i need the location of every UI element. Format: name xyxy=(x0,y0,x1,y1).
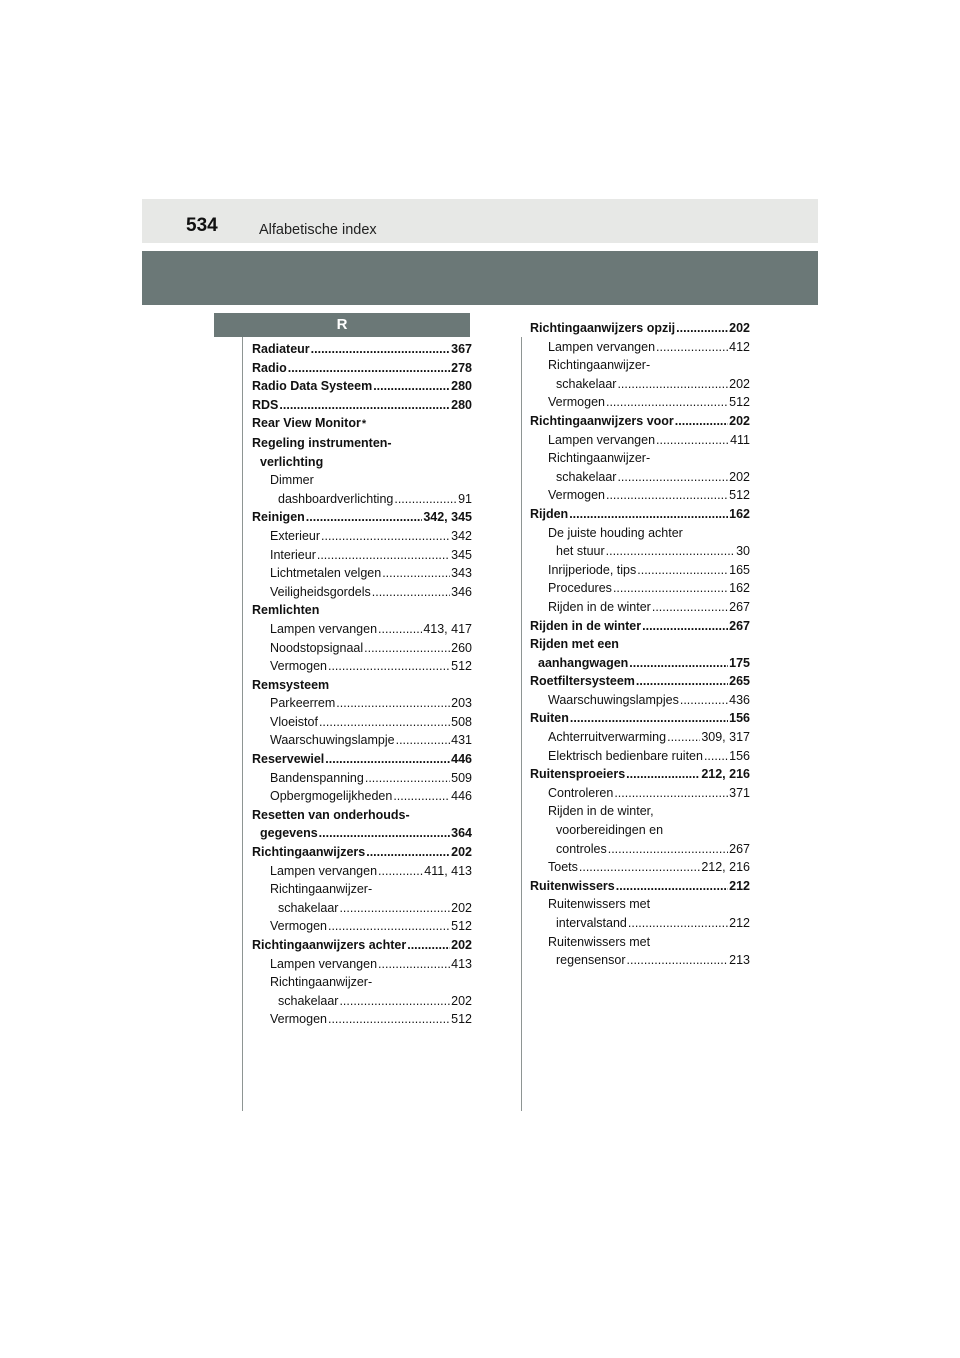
index-entry-page[interactable]: 212 xyxy=(729,878,750,893)
index-entry-page[interactable]: 413 xyxy=(451,956,472,971)
index-entry xyxy=(530,338,750,357)
index-entry-term: Reinigen xyxy=(252,510,305,525)
index-letter-tab: R xyxy=(214,313,470,337)
index-entry-page[interactable]: 413, 417 xyxy=(423,621,472,636)
index-entry xyxy=(252,936,472,955)
index-entry xyxy=(252,806,472,825)
header-divider-band xyxy=(142,251,818,305)
index-entry xyxy=(530,709,750,728)
index-entry-term: Lampen vervangen xyxy=(270,863,378,878)
index-entry-page[interactable]: 343 xyxy=(451,566,472,581)
index-entry-term: schakelaar xyxy=(556,469,617,484)
index-entry xyxy=(252,620,472,639)
index-entry xyxy=(252,750,472,769)
index-entry xyxy=(530,877,750,896)
dot-leader xyxy=(606,542,735,561)
index-entry xyxy=(530,412,750,431)
dot-leader xyxy=(616,877,728,896)
dot-leader xyxy=(675,412,728,431)
dot-leader xyxy=(667,728,700,747)
index-entry-page[interactable]: 265 xyxy=(729,674,750,689)
index-entry-page[interactable]: 512 xyxy=(729,488,750,503)
index-entry xyxy=(252,769,472,788)
index-entry xyxy=(252,880,472,899)
dot-leader xyxy=(656,431,729,450)
index-entry-term: Veiligheidsgordels xyxy=(270,584,371,599)
index-entry xyxy=(530,672,750,691)
index-entry-term: Ruiten xyxy=(530,711,569,726)
dot-leader xyxy=(378,620,422,639)
index-entry-page[interactable]: 411, 413 xyxy=(424,863,472,878)
index-entry xyxy=(530,691,750,710)
index-entry xyxy=(530,319,750,338)
index-entry-page[interactable]: 91 xyxy=(458,491,472,506)
index-entry-page[interactable]: 260 xyxy=(451,640,472,655)
index-entry-term: Resetten van onderhouds- xyxy=(252,807,410,822)
index-entry-term: Richtingaanwijzers opzij xyxy=(530,321,676,335)
index-entry xyxy=(530,784,750,803)
index-entry-term: Waarschuwingslampje xyxy=(270,733,395,748)
index-entry-term: gegevens xyxy=(260,826,318,841)
dot-leader xyxy=(336,694,450,713)
index-entry xyxy=(530,765,750,784)
index-entry-term: Lampen vervangen xyxy=(548,432,656,447)
index-entry-term: Controleren xyxy=(548,785,614,800)
dot-leader xyxy=(407,936,450,955)
index-entry xyxy=(252,340,472,359)
index-entry-page[interactable]: 213 xyxy=(729,953,750,968)
index-entry-page[interactable]: 203 xyxy=(451,696,472,711)
index-entry xyxy=(530,524,750,543)
index-entry-page[interactable]: 342 xyxy=(451,528,472,543)
dot-leader xyxy=(606,393,728,412)
index-entry-term: Rear View Monitor xyxy=(252,416,361,431)
index-entry-page[interactable]: 345 xyxy=(451,547,472,562)
dot-leader xyxy=(570,709,728,728)
index-entry-page[interactable]: 309, 317 xyxy=(701,730,750,745)
dot-leader xyxy=(382,564,450,583)
index-entry-page[interactable]: 165 xyxy=(729,562,750,577)
index-entry xyxy=(252,992,472,1011)
dot-leader xyxy=(396,731,451,750)
index-entry-term: Vermogen xyxy=(270,919,327,934)
index-entry-page[interactable]: 412 xyxy=(729,339,750,354)
index-entry-term: verlichting xyxy=(260,454,324,469)
dot-leader xyxy=(372,583,450,602)
dot-leader xyxy=(319,824,450,843)
index-entry-page[interactable]: 512 xyxy=(451,919,472,934)
index-entry-page[interactable]: 202 xyxy=(451,938,472,952)
dot-leader xyxy=(328,917,450,936)
index-entry-page[interactable]: 175 xyxy=(729,655,750,670)
index-entry-term: Rijden met een xyxy=(530,637,619,652)
index-entry xyxy=(530,617,750,636)
dot-leader xyxy=(652,598,728,617)
dot-leader xyxy=(325,750,450,769)
index-entry-term: Richtingaanwijzer- xyxy=(270,882,373,897)
index-entry xyxy=(530,598,750,617)
dot-leader xyxy=(339,899,450,918)
index-entry xyxy=(252,713,472,732)
index-entry-term: Rijden in de winter, xyxy=(548,804,654,819)
index-entry-term: Roetfiltersysteem xyxy=(530,674,635,689)
index-entry-term: schakelaar xyxy=(278,900,339,915)
index-entry-page[interactable]: 156 xyxy=(729,711,750,726)
dot-leader xyxy=(394,490,457,509)
index-entry xyxy=(252,434,472,453)
index-entry-page[interactable]: 267 xyxy=(729,618,750,633)
dot-leader xyxy=(617,375,728,394)
index-entry-term: schakelaar xyxy=(278,993,339,1008)
index-entry xyxy=(530,802,750,821)
index-entry xyxy=(252,490,472,509)
dot-leader xyxy=(637,561,728,580)
index-entry xyxy=(252,414,472,434)
index-entry xyxy=(530,840,750,859)
index-entry xyxy=(530,914,750,933)
index-entry-page[interactable]: 342, 345 xyxy=(423,510,472,525)
index-column-left xyxy=(252,340,472,1029)
index-entry xyxy=(252,583,472,602)
index-entry-term: Waarschuwingslampjes xyxy=(548,692,679,707)
dot-leader xyxy=(626,765,700,784)
index-entry-term: De juiste houding achter xyxy=(548,525,683,540)
index-entry-page[interactable]: 202 xyxy=(729,413,750,428)
index-entry xyxy=(530,393,750,412)
index-entry xyxy=(252,657,472,676)
dot-leader xyxy=(606,486,728,505)
index-entry xyxy=(530,635,750,654)
index-entry-term: Richtingaanwijzer- xyxy=(548,451,651,466)
index-entry xyxy=(530,821,750,840)
index-entry xyxy=(252,824,472,843)
index-entry xyxy=(252,731,472,750)
dot-leader xyxy=(288,359,450,378)
index-entry-term: Lichtmetalen velgen xyxy=(270,566,382,581)
index-entry xyxy=(252,453,472,472)
index-entry xyxy=(252,917,472,936)
index-entry-page[interactable]: 411 xyxy=(730,432,750,447)
dot-leader xyxy=(636,672,728,691)
index-entry xyxy=(530,747,750,766)
dot-leader xyxy=(311,340,450,359)
index-entry-term: Rijden xyxy=(530,506,569,521)
index-entry-term: Radio Data Systeem xyxy=(252,379,373,394)
index-entry-term: intervalstand xyxy=(556,916,627,930)
index-entry xyxy=(530,468,750,487)
index-entry xyxy=(530,895,750,914)
index-entry xyxy=(252,787,472,806)
index-entry xyxy=(530,486,750,505)
index-entry-term: Parkeerrem xyxy=(270,696,336,711)
dot-leader xyxy=(642,617,728,636)
index-entry-term: Opbergmogelijkheden xyxy=(270,789,393,804)
index-entry-page[interactable]: 512 xyxy=(451,659,472,674)
dot-leader xyxy=(378,955,450,974)
page-number: 534 xyxy=(186,215,218,236)
index-entry-page[interactable]: 202 xyxy=(451,845,472,860)
index-entry xyxy=(530,542,750,561)
dot-leader xyxy=(317,546,450,565)
index-entry-term: Exterieur xyxy=(270,528,321,543)
index-entry xyxy=(530,561,750,580)
index-entry xyxy=(252,694,472,713)
dot-leader xyxy=(319,713,450,732)
index-entry-term: Toets xyxy=(548,860,578,875)
index-entry xyxy=(252,546,472,565)
index-entry-page[interactable]: 512 xyxy=(451,1012,472,1027)
index-entry xyxy=(252,377,472,396)
index-entry-page[interactable]: 364 xyxy=(451,826,472,841)
column-rule-right xyxy=(521,337,522,1111)
index-entry xyxy=(252,639,472,658)
dot-leader xyxy=(373,377,450,396)
index-entry-term: Reservewiel xyxy=(252,752,325,767)
index-entry xyxy=(252,899,472,918)
index-entry-term: Ruitenwissers met xyxy=(548,897,651,912)
index-entry-page[interactable]: 367 xyxy=(451,342,472,356)
index-entry-page[interactable]: 202 xyxy=(729,469,750,484)
index-entry-term: Elektrisch bedienbare ruiten xyxy=(548,748,703,763)
index-entry-term: het stuur xyxy=(556,544,605,559)
index-entry-page[interactable]: 371 xyxy=(729,785,750,800)
index-entry-term: Richtingaanwijzer- xyxy=(270,975,373,990)
index-entry-term: Ruitenwissers met xyxy=(548,934,651,949)
index-entry-page[interactable]: 202 xyxy=(729,376,750,391)
index-entry-page[interactable]: 512 xyxy=(729,395,750,410)
index-entry xyxy=(530,431,750,450)
dot-leader xyxy=(613,579,728,598)
index-entry xyxy=(252,527,472,546)
index-entry-page[interactable]: 267 xyxy=(729,841,750,856)
index-entry-page[interactable]: 212, 216 xyxy=(701,767,750,782)
index-entry-term: Vermogen xyxy=(548,488,605,503)
index-entry-term: Rijden in de winter xyxy=(530,618,642,633)
dot-leader xyxy=(364,639,450,658)
index-entry-term: voorbereidingen en xyxy=(556,823,664,838)
index-entry xyxy=(252,601,472,620)
index-entry xyxy=(530,654,750,673)
index-entry-page[interactable]: 156 xyxy=(729,748,750,763)
index-entry-term: Inrijperiode, tips xyxy=(548,562,637,577)
index-entry xyxy=(252,564,472,583)
dot-leader xyxy=(339,992,450,1011)
dot-leader xyxy=(321,527,450,546)
index-entry-term: Ruitenwissers xyxy=(530,878,615,893)
index-entry-term: Rijden in de winter xyxy=(548,599,651,614)
index-entry-page[interactable]: 30 xyxy=(736,544,750,559)
index-entry-term: Achterruitverwarming xyxy=(548,730,667,745)
index-entry xyxy=(252,1010,472,1029)
index-entry-page[interactable]: 346 xyxy=(451,584,472,599)
index-entry xyxy=(530,505,750,524)
index-entry-term: Lampen vervangen xyxy=(270,621,378,636)
index-entry-page[interactable]: 212, 216 xyxy=(701,860,750,875)
index-entry xyxy=(252,396,472,415)
index-entry-term: Radiateur xyxy=(252,342,310,356)
index-entry-term: controles xyxy=(556,841,607,856)
index-entry xyxy=(252,676,472,695)
index-entry-page[interactable]: 280 xyxy=(451,397,472,412)
dot-leader xyxy=(279,396,450,415)
dot-leader xyxy=(628,914,728,933)
dot-leader xyxy=(378,862,423,881)
dot-leader xyxy=(629,654,728,673)
index-entry xyxy=(252,955,472,974)
index-entry-term: Richtingaanwijzer- xyxy=(548,358,651,373)
footnote-mark: * xyxy=(361,418,367,431)
index-entry-page[interactable]: 431 xyxy=(451,733,472,748)
index-entry xyxy=(530,728,750,747)
index-entry-term: Ruitensproeiers xyxy=(530,767,626,782)
dot-leader xyxy=(608,840,728,859)
index-entry-page[interactable]: 162 xyxy=(729,506,750,521)
dot-leader xyxy=(366,843,450,862)
index-entry-term: Dimmer xyxy=(270,473,314,488)
dot-leader xyxy=(614,784,728,803)
index-entry-term: Regeling instrumenten- xyxy=(252,435,392,450)
index-entry-term: Richtingaanwijzers xyxy=(252,845,366,860)
index-entry-term: Radio xyxy=(252,360,287,375)
index-entry-page[interactable]: 446 xyxy=(451,752,472,767)
dot-leader xyxy=(393,787,450,806)
index-entry-page[interactable]: 278 xyxy=(451,360,472,375)
index-entry xyxy=(252,508,472,527)
index-entry-term: Richtingaanwijzers achter xyxy=(252,938,407,952)
index-entry xyxy=(530,951,750,970)
index-entry-page[interactable]: 202 xyxy=(451,993,472,1008)
index-entry-term: Richtingaanwijzers voor xyxy=(530,413,674,428)
header-band xyxy=(142,199,818,243)
index-entry-term: Vermogen xyxy=(270,659,327,674)
section-title: Alfabetische index xyxy=(259,222,377,238)
dot-leader xyxy=(704,747,728,766)
index-entry-page[interactable]: 212 xyxy=(729,916,750,930)
index-entry-term: regensensor xyxy=(556,953,626,968)
index-entry-page[interactable]: 202 xyxy=(451,900,472,915)
index-entry-term: Remsysteem xyxy=(252,677,330,692)
index-entry-page[interactable]: 202 xyxy=(729,321,750,335)
index-entry-term: schakelaar xyxy=(556,376,617,391)
index-entry-page[interactable]: 509 xyxy=(451,770,472,785)
index-column-right xyxy=(530,319,750,970)
dot-leader xyxy=(579,858,700,877)
index-entry xyxy=(252,862,472,881)
dot-leader xyxy=(680,691,728,710)
index-entry-term: Procedures xyxy=(548,581,612,596)
index-entry-page[interactable]: 446 xyxy=(451,789,472,804)
index-entry-page[interactable]: 280 xyxy=(451,379,472,394)
dot-leader xyxy=(306,508,423,527)
index-entry xyxy=(252,471,472,490)
index-entry xyxy=(530,579,750,598)
dot-leader xyxy=(328,1010,450,1029)
index-entry-term: Lampen vervangen xyxy=(548,339,656,354)
dot-leader xyxy=(656,338,728,357)
dot-leader xyxy=(569,505,728,524)
index-entry-page[interactable]: 508 xyxy=(451,714,472,729)
index-entry-term: Noodstopsignaal xyxy=(270,640,364,655)
dot-leader xyxy=(365,769,450,788)
index-entry-term: Remlichten xyxy=(252,603,320,618)
index-entry-page[interactable]: 267 xyxy=(729,599,750,614)
index-entry-term: Vermogen xyxy=(548,395,605,410)
index-entry-term: dashboardverlichting xyxy=(278,491,394,506)
index-entry-term: Lampen vervangen xyxy=(270,956,378,971)
index-entry-page[interactable]: 436 xyxy=(729,692,750,707)
column-rule-left xyxy=(242,337,243,1111)
dot-leader xyxy=(676,319,728,338)
dot-leader xyxy=(328,657,450,676)
index-entry-term: Bandenspanning xyxy=(270,770,364,785)
index-entry xyxy=(252,843,472,862)
index-entry xyxy=(530,449,750,468)
index-entry-term: Vermogen xyxy=(270,1012,327,1027)
index-entry xyxy=(252,359,472,378)
index-entry-term: Vloeistof xyxy=(270,714,318,729)
index-entry-term: aanhangwagen xyxy=(538,655,629,670)
dot-leader xyxy=(617,468,728,487)
index-entry-term: Interieur xyxy=(270,547,316,562)
index-entry xyxy=(530,356,750,375)
index-entry-term: RDS xyxy=(252,397,279,412)
dot-leader xyxy=(627,951,729,970)
index-entry xyxy=(252,973,472,992)
index-entry xyxy=(530,375,750,394)
index-entry xyxy=(530,858,750,877)
index-entry xyxy=(530,933,750,952)
index-entry-page[interactable]: 162 xyxy=(729,581,750,596)
